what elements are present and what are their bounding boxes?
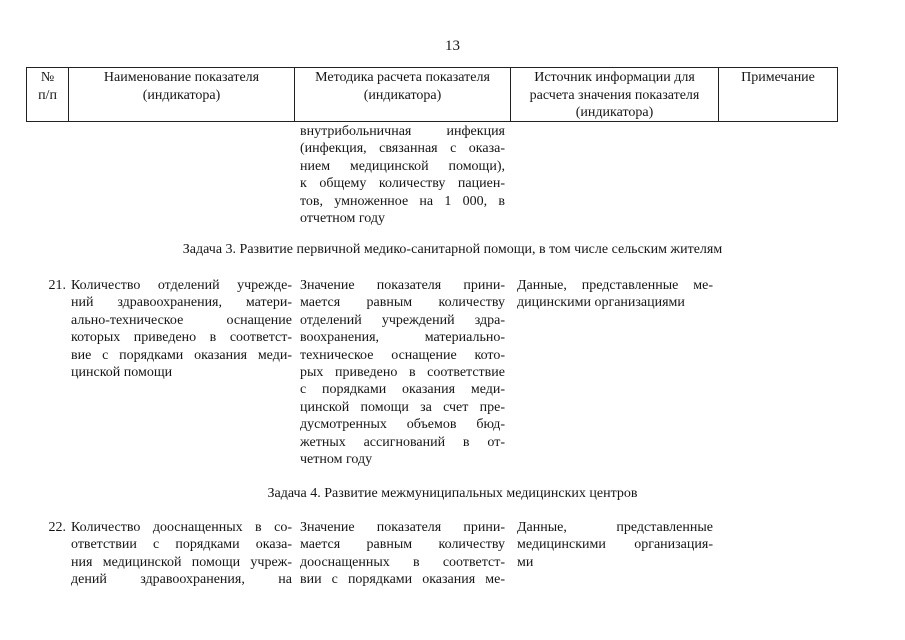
text-line: Данные, представленные ме- xyxy=(517,278,713,293)
task-4-title: Задача 4. Развитие межмуниципальных медицинских центров xyxy=(267,486,638,501)
text-line: дицинскими организациями xyxy=(517,295,685,311)
task-3-title: Задача 3. Развитие первичной медико-санитарной помощи, в том числе сельским жителям xyxy=(182,242,723,257)
header-text-line: расчета значения показателя xyxy=(529,87,700,103)
text-line: медицинскими организация- xyxy=(517,537,713,553)
row-22-method-cell xyxy=(300,519,505,589)
header-cell-method xyxy=(294,68,510,121)
header-cell-number xyxy=(27,68,68,121)
text-line: ний здравоохранения, матери- xyxy=(71,295,292,311)
text-line: ально-техническое оснащение xyxy=(71,312,292,328)
text-line: отделений учреждений здра- xyxy=(300,312,505,328)
text-line: которых приведено в соответст- xyxy=(71,330,292,346)
text-line: к общему количеству пациен- xyxy=(300,176,505,192)
continuation-method-cell xyxy=(300,123,505,227)
text-line: Данные, представленные xyxy=(517,520,713,535)
text-line: техническое оснащение кото- xyxy=(300,347,505,363)
text-line: внутрибольничная инфекция xyxy=(300,124,505,139)
header-text-line: п/п xyxy=(38,87,57,103)
text-line: ответствии с порядками оказа- xyxy=(71,537,292,553)
text-line: дооснащенных в соответст- xyxy=(300,554,505,570)
page-number: 13 xyxy=(445,38,460,54)
row-21-number: 21. xyxy=(48,278,66,293)
text-line: ния медицинской помощи учреж- xyxy=(71,554,292,570)
text-line: Количество отделений учрежде- xyxy=(71,278,292,293)
text-line: дусмотренных объемов бюд- xyxy=(300,417,505,433)
header-text-line: (индикатора) xyxy=(575,105,654,121)
row-22-source-cell xyxy=(517,519,713,571)
text-line: Значение показателя прини- xyxy=(300,278,505,293)
text-line: четном году xyxy=(300,451,373,467)
row-21-source-cell xyxy=(517,277,713,312)
text-line: мается равным количеству xyxy=(300,295,505,311)
row-22-name-cell xyxy=(71,519,292,589)
text-line: тов, умноженное на 1 000, в xyxy=(300,193,505,209)
header-text-line: Методика расчета показателя xyxy=(315,70,490,85)
header-text-line: Наименование показателя xyxy=(103,70,260,85)
row-21-method-cell xyxy=(300,277,505,468)
text-line: жетных ассигнований в от- xyxy=(300,434,505,450)
text-line: цинской помощи за счет пре- xyxy=(300,399,505,415)
row-21-name-cell xyxy=(71,277,292,381)
header-cell-source xyxy=(510,68,718,121)
text-line: ми xyxy=(517,554,534,570)
text-line: (инфекция, связанная с оказа- xyxy=(300,141,505,157)
text-line: Значение показателя прини- xyxy=(300,520,505,535)
text-line: рых приведено в соответствие xyxy=(300,364,505,380)
header-text-line: Источник информации для xyxy=(534,70,695,85)
header-cell-note xyxy=(718,68,837,121)
text-line: мается равным количеству xyxy=(300,537,505,553)
text-line: дений здравоохранения, на xyxy=(71,572,292,588)
header-text-line: (индикатора) xyxy=(363,87,442,103)
text-line: отчетном году xyxy=(300,210,386,226)
row-22-number: 22. xyxy=(48,520,66,535)
text-line: Количество дооснащенных в со- xyxy=(71,520,292,535)
text-line: вии с порядками оказания ме- xyxy=(300,572,505,588)
header-text-line: № xyxy=(40,70,55,85)
text-line: нием медицинской помощи), xyxy=(300,158,505,174)
text-line: воохранения, материально- xyxy=(300,330,505,346)
table-header xyxy=(26,67,838,122)
header-cell-name xyxy=(68,68,294,121)
text-line: с порядками оказания меди- xyxy=(300,382,505,398)
header-text-line: Примечание xyxy=(741,70,815,85)
header-text-line: (индикатора) xyxy=(142,87,221,103)
text-line: цинской помощи xyxy=(71,364,173,380)
text-line: вие с порядками оказания меди- xyxy=(71,347,292,363)
